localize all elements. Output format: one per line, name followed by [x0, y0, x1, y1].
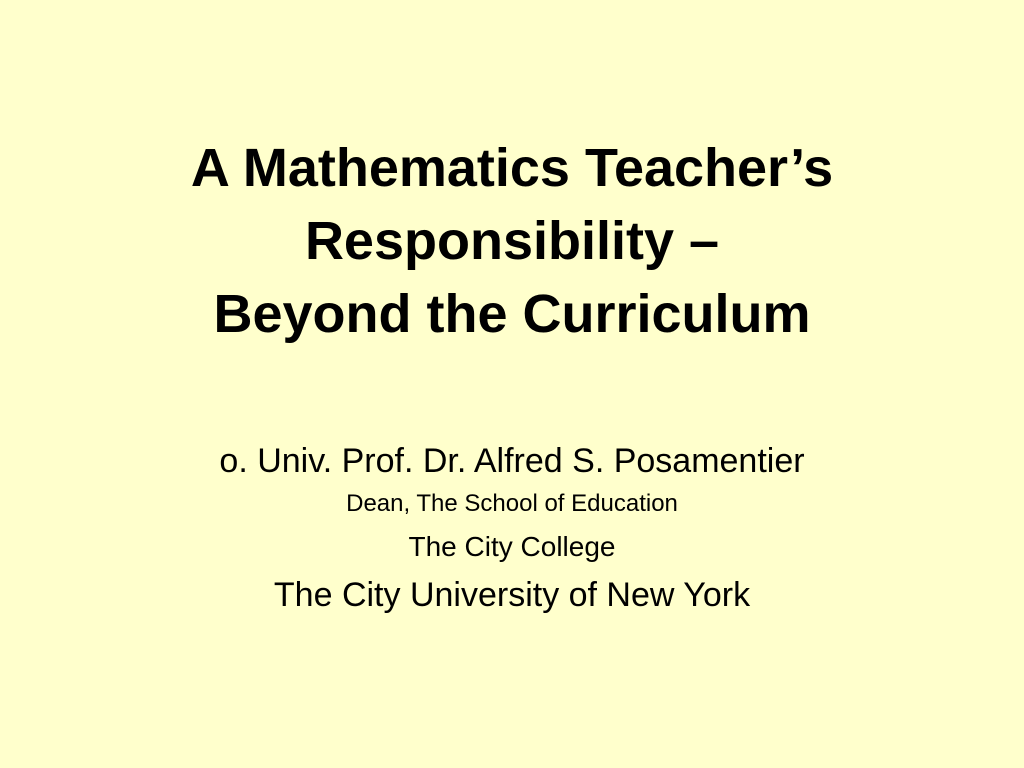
title-line-3: Beyond the Curriculum: [213, 284, 811, 344]
slide-subtitle: [0, 438, 1024, 620]
author-position: Dean, The School of Education: [346, 490, 678, 517]
title-line-2: Responsibility –: [304, 211, 720, 271]
author-name: o. Univ. Prof. Dr. Alfred S. Posamentier: [219, 442, 805, 480]
university-name: The City University of New York: [273, 576, 751, 614]
college-name: The City College: [408, 531, 616, 562]
slide-title: [0, 132, 1024, 351]
title-line-1: A Mathematics Teacher’s: [190, 138, 834, 198]
